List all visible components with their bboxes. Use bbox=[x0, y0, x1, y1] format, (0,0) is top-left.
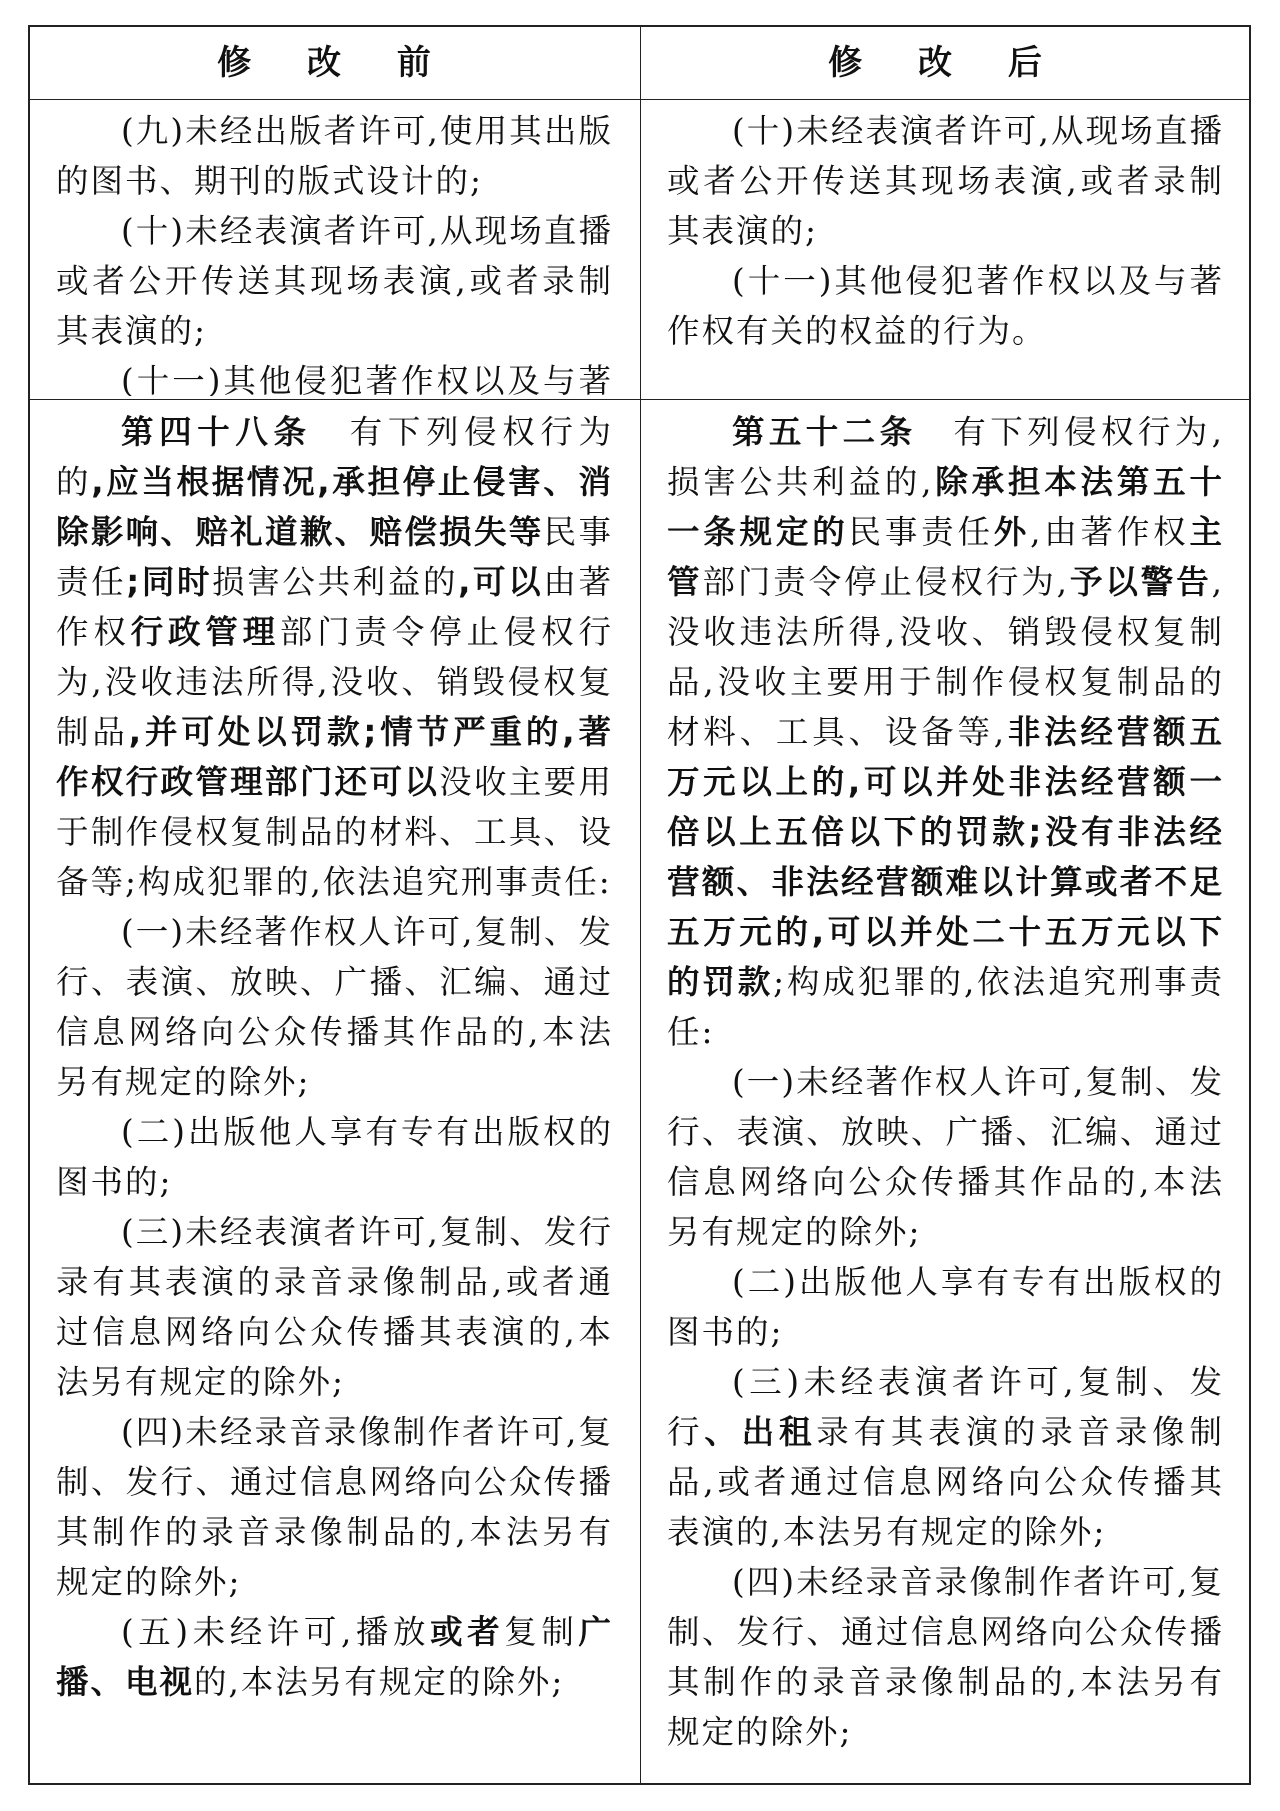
clause-paragraph bbox=[667, 1057, 1224, 1257]
row-divider bbox=[30, 399, 1249, 400]
bold-text: ,并可处以罚款;情节严重的,著作权行政管理部门还可以 bbox=[56, 713, 613, 801]
bold-text: 除承担本法第五十一条规定的 bbox=[667, 463, 1224, 551]
header-after: 修 改 后 bbox=[828, 43, 1064, 83]
clause-paragraph bbox=[56, 206, 613, 356]
text-run: (十)未经表演者许可,从现场直播或者公开传送其现场表演,或者录制其表演的; bbox=[667, 112, 1224, 250]
text-run: (十一)其他侵犯著作权以及与著 bbox=[121, 362, 613, 396]
clause-paragraph bbox=[667, 106, 1224, 256]
bold-text: 广播、电视 bbox=[56, 1613, 613, 1701]
row2-after-cell bbox=[667, 407, 1224, 1782]
bold-text: ;同时 bbox=[126, 563, 213, 601]
text-run: 民事责任 bbox=[56, 513, 613, 601]
bold-text: 行政管理 bbox=[130, 613, 280, 651]
bold-text: 主管 bbox=[667, 513, 1224, 601]
text-run: (三)未经表演者许可,复制、发行 bbox=[667, 1363, 1224, 1451]
text-run: 的,本法另有规定的除外; bbox=[194, 1663, 565, 1701]
bold-text: ,可以 bbox=[458, 563, 544, 601]
bold-text: 、出租 bbox=[704, 1413, 817, 1451]
clause-paragraph bbox=[56, 1407, 613, 1607]
clause-paragraph bbox=[56, 106, 613, 206]
row1-before-cell bbox=[56, 106, 613, 396]
text-run: 录有其表演的录音录像制品,或者通过信息网络向公众传播其表演的,本法另有规定的除外; bbox=[667, 1413, 1224, 1551]
text-run: 部门责令停止侵权行为,没收违法所得,没收、销毁侵权复制品 bbox=[56, 613, 613, 751]
clause-paragraph bbox=[56, 907, 613, 1107]
clause-paragraph bbox=[56, 356, 613, 396]
clause-paragraph bbox=[667, 1257, 1224, 1357]
header-divider bbox=[30, 99, 1249, 100]
text-run: (十)未经表演者许可,从现场直播或者公开传送其现场表演,或者录制其表演的; bbox=[56, 212, 613, 350]
text-run: 复制 bbox=[504, 1613, 579, 1651]
text-run: (二)出版他人享有专有出版权的图书的; bbox=[667, 1263, 1224, 1351]
clause-paragraph bbox=[56, 1107, 613, 1207]
header-before: 修 改 前 bbox=[217, 43, 453, 83]
text-run: (九)未经出版者许可,使用其出版的图书、期刊的版式设计的; bbox=[56, 112, 613, 200]
text-run: 有下列侵权行为,损害公共利益的, bbox=[667, 413, 1224, 501]
clause-paragraph bbox=[667, 1557, 1224, 1757]
clause-paragraph bbox=[667, 1357, 1224, 1557]
text-run: 由著作权 bbox=[56, 563, 613, 651]
bold-text: ,应当根据情况,承担停止侵害、消除影响、赔礼道歉、赔偿损失等 bbox=[56, 463, 613, 551]
text-run: 民事责任 bbox=[848, 513, 994, 551]
bold-text: 予以警告 bbox=[1069, 563, 1212, 601]
text-run: (五)未经许可,播放 bbox=[121, 1613, 431, 1651]
bold-text: 第五十二条 bbox=[732, 413, 917, 451]
text-run: (十一)其他侵犯著作权以及与著作权有关的权益的行为。 bbox=[667, 262, 1224, 350]
clause-paragraph bbox=[56, 407, 613, 907]
text-run: 部门责令停止侵权行为, bbox=[702, 563, 1070, 601]
text-run: (三)未经表演者许可,复制、发行录有其表演的录音录像制品,或者通过信息网络向公众传播其表演的,本法另有规定的除外; bbox=[56, 1213, 613, 1401]
text-run: (四)未经录音录像制作者许可,复制、发行、通过信息网络向公众传播其制作的录音录像制品的,本法另有规定的除外; bbox=[56, 1413, 613, 1601]
row1-after-cell bbox=[667, 106, 1224, 396]
clause-paragraph bbox=[667, 256, 1224, 356]
clause-paragraph bbox=[56, 1607, 613, 1707]
text-run: 没收主要用于制作侵权复制品的材料、工具、设备等;构成犯罪的,依法追究刑事责任: bbox=[56, 763, 613, 901]
bold-text: 第四十八条 bbox=[121, 413, 312, 451]
text-run: (二)出版他人享有专有出版权的图书的; bbox=[56, 1113, 613, 1201]
column-divider bbox=[640, 27, 641, 1783]
bold-text: 外 bbox=[993, 513, 1031, 551]
text-run: (一)未经著作权人许可,复制、发行、表演、放映、广播、汇编、通过信息网络向公众传播其作品的,本法另有规定的除外; bbox=[667, 1063, 1224, 1251]
text-run: 损害公共利益的 bbox=[212, 563, 459, 601]
row2-before-cell bbox=[56, 407, 613, 1782]
text-run: ,没收违法所得,没收、销毁侵权复制品,没收主要用于制作侵权复制品的材料、工具、设备等, bbox=[667, 563, 1224, 751]
text-run: 有下列侵权行为的 bbox=[56, 413, 613, 501]
text-run: ,由著作权 bbox=[1030, 513, 1190, 551]
clause-paragraph bbox=[667, 407, 1224, 1057]
text-run: (一)未经著作权人许可,复制、发行、表演、放映、广播、汇编、通过信息网络向公众传播其作品的,本法另有规定的除外; bbox=[56, 913, 613, 1101]
bold-text: 非法经营额五万元以上的,可以并处非法经营额一倍以上五倍以下的罚款;没有非法经营额、非法经营额难以计算或者不足五万元的,可以并处二十五万元以下的罚款 bbox=[667, 713, 1224, 1001]
text-run: (四)未经录音录像制作者许可,复制、发行、通过信息网络向公众传播其制作的录音录像制品的,本法另有规定的除外; bbox=[667, 1563, 1224, 1751]
clause-paragraph bbox=[56, 1207, 613, 1407]
comparison-table bbox=[28, 25, 1251, 1785]
text-run: ;构成犯罪的,依法追究刑事责任: bbox=[667, 963, 1224, 1051]
bold-text: 或者 bbox=[430, 1613, 505, 1651]
